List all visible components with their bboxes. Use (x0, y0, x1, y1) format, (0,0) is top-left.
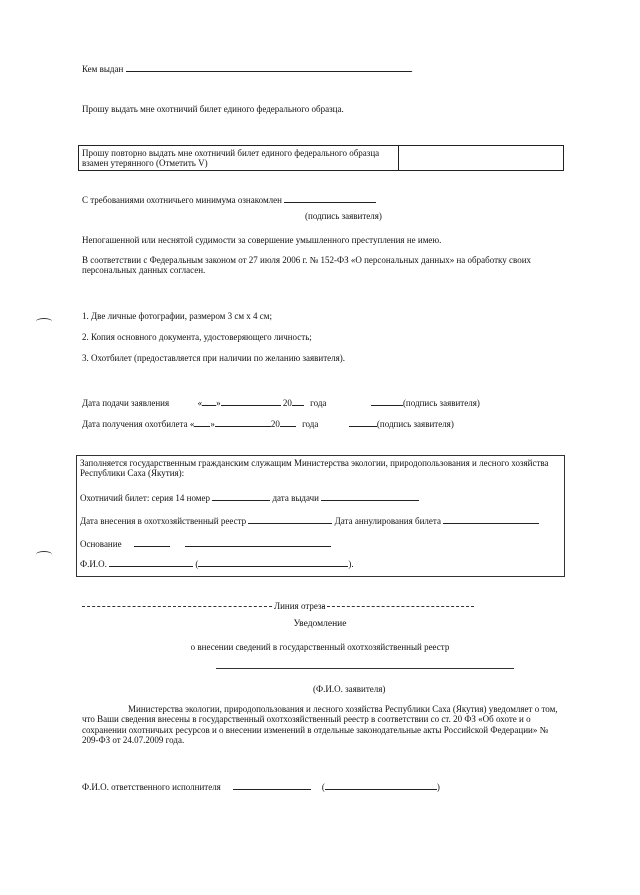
official-fio-decode-field[interactable] (198, 557, 348, 567)
executor-signature-field[interactable] (233, 780, 311, 790)
basis-field-long[interactable] (185, 537, 331, 547)
receipt-date-line: Дата получения охотбилета « » 20 года (подпись заявителя) (82, 419, 454, 429)
repeat-request-box (78, 145, 564, 171)
hunting-minimum-text: С требованиями охотничьего минимума ознакомлен (82, 195, 282, 205)
official-header: Заполняется государственным гражданским служащим Министерства экологии, природопользования и лесного хозяйства Республики Саха (Якутия): (80, 458, 549, 479)
receipt-signature-field[interactable] (349, 417, 377, 427)
issued-by-label: Кем выдан (82, 64, 124, 74)
cut-line-label: Линия отреза (274, 601, 326, 611)
no-conviction-text: Непогашенной или неснятой судимости за совершение умышленного преступления не имею. (82, 235, 442, 245)
official-registry-line: Дата внесения в охотхозяйственный реестр Дата аннулирования билета (80, 514, 539, 526)
cancel-date-field[interactable] (443, 514, 539, 524)
official-ticket-line: Охотничий билет: серия 14 номер дата выдачи (80, 491, 419, 503)
hunting-minimum-line (82, 193, 376, 205)
notice-fio-caption: (Ф.И.О. заявителя) (313, 684, 386, 694)
margin-mark (36, 318, 52, 325)
notice-fio-field[interactable] (216, 668, 514, 669)
executor-line: Ф.И.О. ответственного исполнителя ( ) (82, 782, 440, 792)
ticket-number-field[interactable] (212, 491, 270, 501)
issued-by-line: Кем выдан . (82, 64, 413, 74)
hunting-minimum-signature-caption: (подпись заявителя) (305, 211, 382, 221)
attachment-item: 2. Копия основного документа, удостоверяющего личность; (82, 332, 312, 342)
notice-title: Уведомление (293, 619, 347, 629)
hunting-minimum-signature-field[interactable] (284, 193, 376, 203)
receipt-day-field[interactable] (194, 417, 210, 427)
notice-body: Министерства экологии, природопользования и лесного хозяйства Республики Саха (Якутия) уведомляет о том, что Ваши сведения внесены в государственный охотхозяйственный реестр в соответствии со ст. 20 ФЗ «Об охоте и о сохранении охотничьих ресурсов и о внесении изменений в отдельные законодательные акты Российской Федерации» № 209-ФЗ от 24.07.2009 года. (82, 704, 558, 746)
margin-mark (36, 551, 52, 558)
receipt-year-field[interactable] (280, 417, 296, 427)
submission-signature-field[interactable] (371, 396, 403, 406)
repeat-request-text: Прошу повторно выдать мне охотничий билет единого федерального образца взамен утерянного (Отметить V) (79, 146, 399, 170)
submission-month-field[interactable] (221, 396, 281, 406)
attachment-item: 1. Две личные фотографии, размером 3 см х 4 см; (82, 311, 272, 321)
official-fio-field[interactable] (109, 557, 193, 567)
submission-day-field[interactable] (202, 396, 216, 406)
official-basis-line: Основание (80, 537, 331, 549)
personal-data-text: В соответствии с Федеральным законом от 27 июля 2006 г. № 152-ФЗ «О персональных данных» на обработку своих персональных данных согласен. (82, 255, 532, 276)
submission-year-field[interactable] (292, 396, 304, 406)
issue-date-field[interactable] (321, 491, 419, 501)
cut-line-right (322, 606, 474, 607)
registry-date-field[interactable] (248, 514, 332, 524)
official-fio-line: Ф.И.О. ( ). (80, 559, 354, 569)
receipt-month-field[interactable] (215, 417, 271, 427)
cut-line-left (82, 606, 272, 607)
basis-field-short[interactable] (134, 537, 170, 547)
submission-date-label: Дата подачи заявления (82, 398, 170, 408)
notice-subtitle: о внесении сведений в государственный охотхозяйственный реестр (190, 642, 450, 652)
repeat-request-mark-cell[interactable] (399, 146, 563, 170)
submission-date-line: Дата подачи заявления « » 20 года (подпись заявителя) (82, 398, 480, 408)
issued-by-field[interactable] (126, 62, 411, 72)
receipt-date-label: Дата получения охотбилета (82, 419, 188, 429)
request-federal-text: Прошу выдать мне охотничий билет единого федерального образца. (82, 104, 344, 114)
executor-fio-field[interactable] (325, 780, 437, 790)
attachment-item: 3. Охотбилет (предоставляется при наличии по желанию заявителя). (82, 353, 346, 363)
